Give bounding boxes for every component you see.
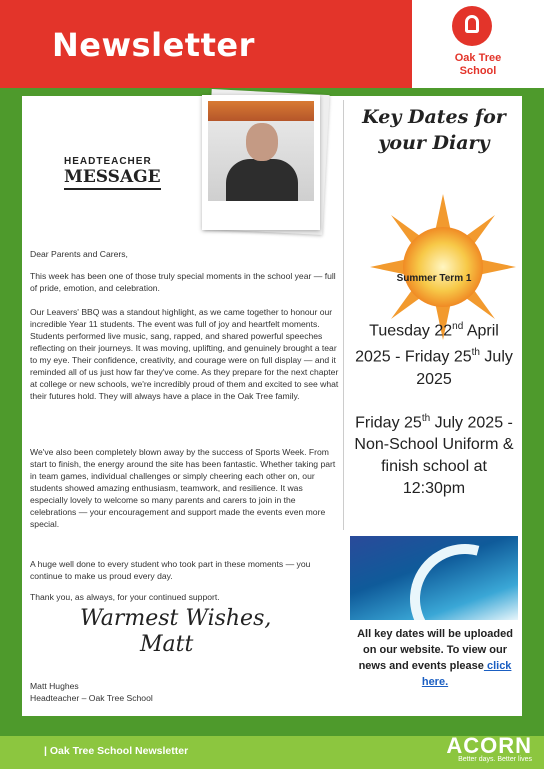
letter-paragraph: This week has been one of those truly special moments in the school year — full of pride, emotion, and celebration. — [30, 271, 336, 293]
footer-title: | Oak Tree School Newsletter — [44, 745, 189, 757]
non-uniform-date: Friday 25th July 2025 - Non-School Uniform & finish school at 12:30pm — [354, 413, 514, 498]
signer-block — [30, 680, 153, 704]
letter-paragraph: We've also been completely blown away by the success of Sports Week. From start to finish, the energy around the site has been fantastic. Whether taking part in team games, individual challenges or simply cheering each other on, our students showed amazing enthusiasm, teamwork, and resilience. It was especially lovely to welcome so many parents and carers to join in the celebrations — your encouragement and support made the events even more special. — [30, 447, 336, 529]
signer-role: Headteacher – Oak Tree School — [30, 693, 153, 703]
click-here-link[interactable]: click here. — [421, 660, 512, 688]
acorn-tagline: Better days. Better lives — [458, 756, 532, 763]
signer-name: Matt Hughes — [30, 681, 79, 691]
website-note: All key dates will be uploaded on our website. To view our news and events please click here. — [357, 628, 513, 688]
wave-image — [350, 536, 518, 620]
headteacher-photo — [202, 95, 320, 230]
newsletter-title: Newsletter — [52, 26, 255, 64]
school-logo[interactable] — [412, 0, 544, 88]
letter-paragraph: Thank you, as always, for your continued support. — [30, 592, 220, 602]
handwritten-signature: Warmest Wishes, Matt — [80, 606, 272, 657]
summer-term-label: Summer Term 1 — [396, 273, 472, 284]
letter-greeting: Dear Parents and Carers, — [30, 249, 128, 259]
column-divider — [343, 100, 344, 530]
headteacher-label: HEADTEACHER — [64, 156, 152, 167]
acorn-logo-icon — [452, 6, 492, 46]
term-dates: Tuesday 22nd April 2025 - Friday 25th July 2025 — [355, 321, 513, 388]
letter-paragraph: A huge well done to every student who took part in these moments — you continue to make us proud every day. — [30, 559, 311, 581]
key-dates-title: Key Dates for your Diary — [362, 106, 506, 154]
letter-paragraph: Our Leavers' BBQ was a standout highlight, as we came together to honour our incredible Year 11 students. The event was full of joy and heartfelt moments. Students performed live music, sang, rapped, and shared powerful speeches reflecting on their journeys. It was moving, uplifting, and genuinely brought a tear to my eye. Their confidence, creativity, and courage were on full display — and it reminded all of us just how far they've come. As they prepare for the next chapter at college or new schools, we're incredibly proud of them and excited to see what their futures hold. They will always have a place in the Oak Tree family. — [30, 307, 339, 401]
acorn-brand: ACORN — [446, 733, 532, 758]
school-name: Oak Tree School — [454, 52, 502, 77]
message-heading: MESSAGE — [64, 167, 161, 190]
